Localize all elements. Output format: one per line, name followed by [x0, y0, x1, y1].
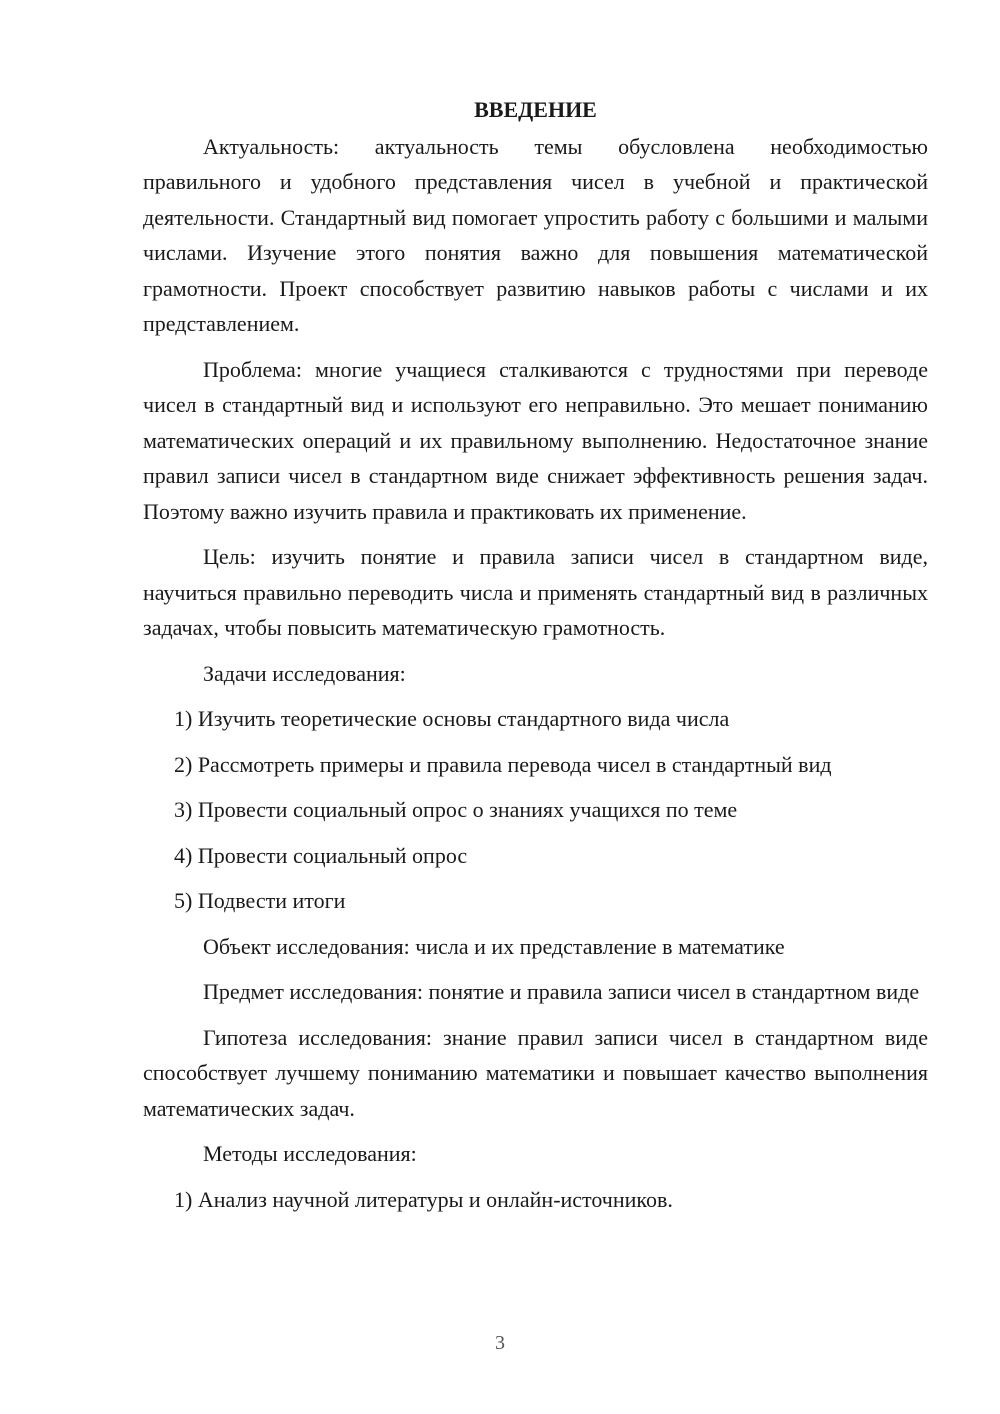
section-heading: ВВЕДЕНИЕ	[474, 97, 597, 122]
list-item-task-5: 5) Подвести итоги	[174, 888, 346, 913]
list-item-task-4: 4) Провести социальный опрос	[174, 842, 468, 868]
list-item-method-1: 1) Анализ научной литературы и онлайн-источников.	[174, 1186, 673, 1212]
paragraph-goal: Цель: изучить понятие и правила записи чисел в стандартном виде, научиться правильно переводить числа и применять стандартный вид в различных задачах, чтобы повысить математическую грамотность.	[143, 544, 928, 640]
paragraph-relevance: Актуальность: актуальность темы обусловлена необходимостью правильного и удобного представления чисел в учебной и практической деятельности. Стандартный вид помогает упростить работу с большими и малыми числами. Изучение этого понятия важно для повышения математической грамотности. Проект способствует развитию навыков работы с числами и их представлением.	[143, 133, 928, 336]
list-item-task-3: 3) Провести социальный опрос о знаниях учащихся по теме	[174, 797, 738, 822]
paragraph-problem: Проблема: многие учащиеся сталкиваются с трудностями при переводе чисел в стандартный вид и используют его неправильно. Это мешает пониманию математических операций и их правильному выполнению. Недостаточное знание правил записи чисел в стандартном виде снижает эффективность решения задач. Поэтому важно изучить правила и практиковать их применение.	[143, 356, 928, 524]
tasks-heading: Задачи исследования:	[203, 660, 406, 686]
methods-heading: Методы исследования:	[203, 1141, 417, 1166]
paragraph-object: Объект исследования: числа и их представление в математике	[203, 933, 785, 959]
paragraph-subject: Предмет исследования: понятие и правила записи чисел в стандартном виде	[203, 979, 920, 1004]
list-item-task-1: 1) Изучить теоретические основы стандартного вида числа	[174, 706, 730, 731]
document-page	[143, 92, 928, 1227]
paragraph-hypothesis: Гипотеза исследования: знание правил записи чисел в стандартном виде способствует лучшему пониманию математики и повышает качество выполнения математических задач.	[143, 1024, 928, 1121]
page-number: 3	[495, 1332, 505, 1354]
list-item-task-2: 2) Рассмотреть примеры и правила перевода чисел в стандартный вид	[174, 751, 832, 777]
